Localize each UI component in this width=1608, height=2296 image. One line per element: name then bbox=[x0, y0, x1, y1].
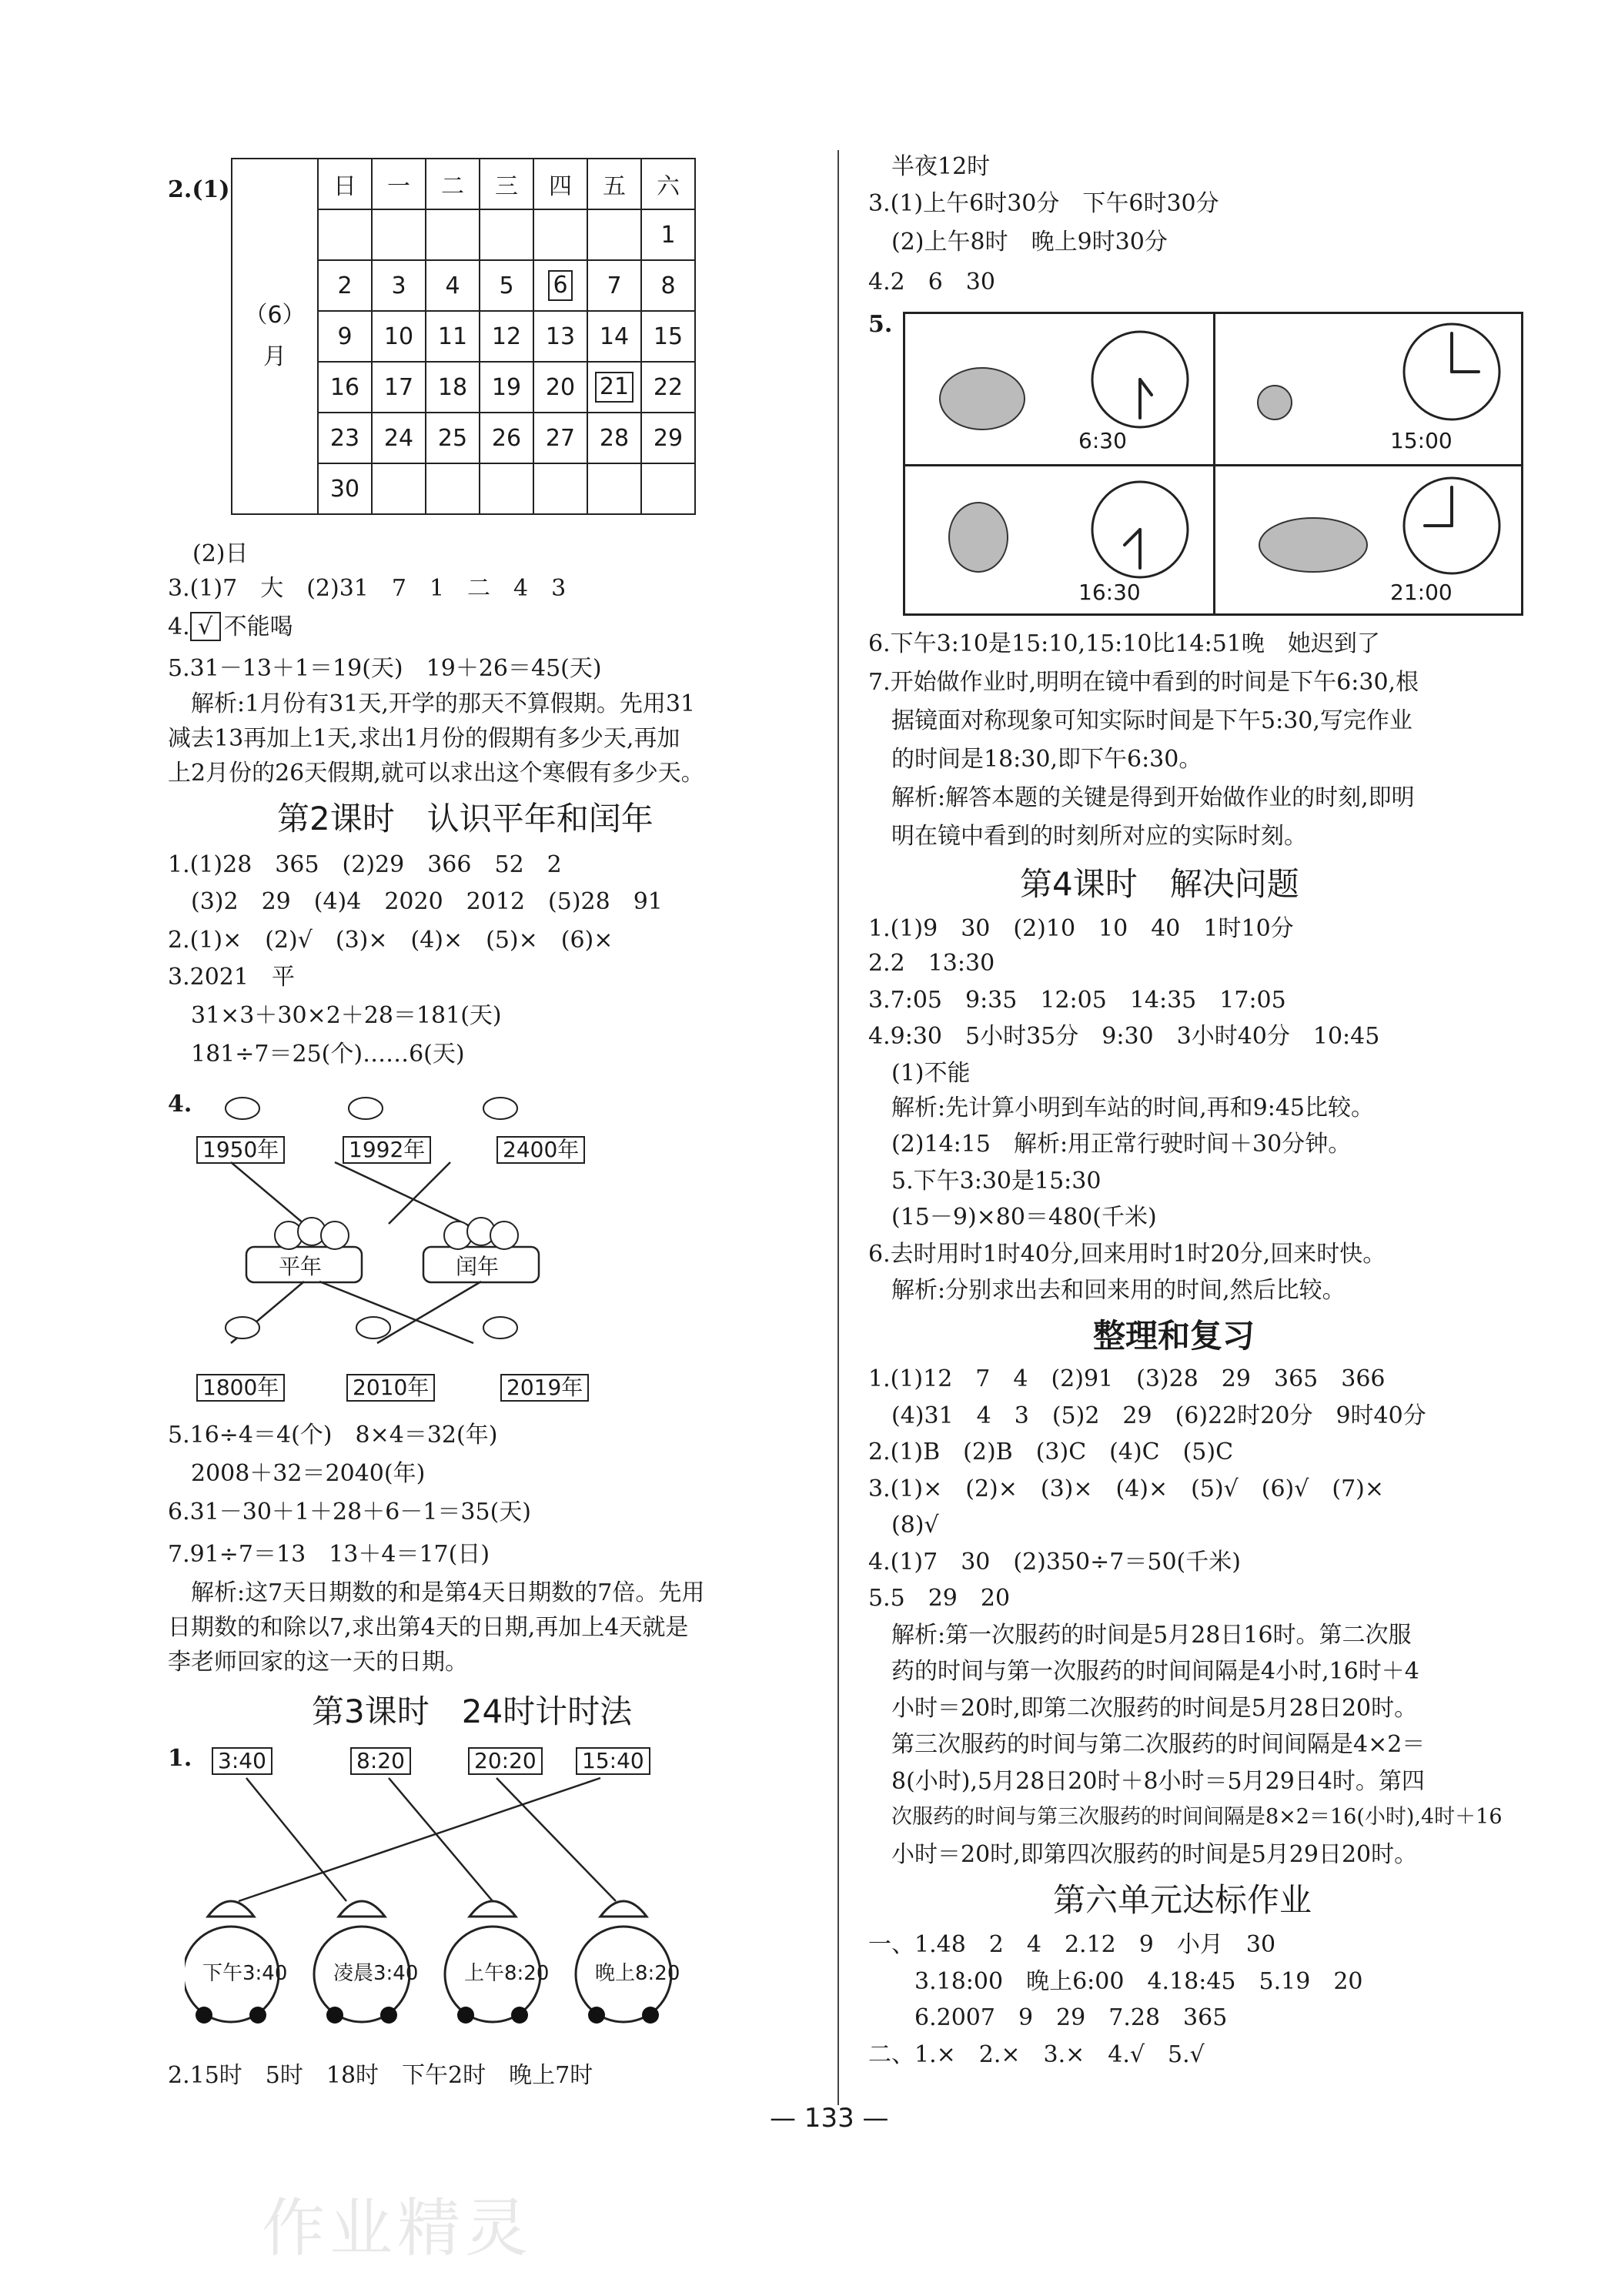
calendar-cell bbox=[533, 209, 587, 260]
answer-line: 1.(1)9 30 (2)10 10 40 1时10分 bbox=[868, 915, 1294, 942]
calendar-cell bbox=[587, 463, 641, 514]
clock-faces bbox=[905, 314, 1521, 614]
answer-line: 31×3＋30×2＋28＝181(天) bbox=[191, 1002, 502, 1029]
calendar-weekday: 四 bbox=[533, 159, 587, 209]
answer-line: 6.31－30＋1＋28＋6－1＝35(天) bbox=[168, 1499, 531, 1526]
calendar-cell: 12 bbox=[480, 311, 533, 362]
calendar-cell bbox=[480, 209, 533, 260]
time-box: 15:40 bbox=[576, 1747, 650, 1775]
watermark: 作业精灵 bbox=[262, 2192, 533, 2265]
calendar-cell: 10 bbox=[372, 311, 426, 362]
calendar-cell: 24 bbox=[372, 413, 426, 463]
calendar-cell bbox=[480, 463, 533, 514]
calendar-cell: 13 bbox=[533, 311, 587, 362]
year-box: 1992年 bbox=[343, 1136, 431, 1164]
calendar-cell: 18 bbox=[426, 362, 480, 413]
time-box: 8:20 bbox=[350, 1747, 411, 1775]
analysis-line: 第三次服药的时间与第二次服药的时间间隔是4×2＝ bbox=[891, 1731, 1426, 1758]
calendar-boxed-date: 6 bbox=[548, 270, 572, 301]
answer-line: 3.(1)上午6时30分 下午6时30分 bbox=[868, 190, 1219, 217]
calendar-boxed-date: 21 bbox=[595, 372, 634, 403]
answer-line: 2.(1)B (2)B (3)C (4)C (5)C bbox=[868, 1439, 1234, 1465]
analysis-line: 解析:分别求出去和回来用的时间,然后比较。 bbox=[891, 1277, 1346, 1304]
time-matching-lines bbox=[185, 1770, 724, 2024]
analysis-line: 8(小时),5月28日20时＋8小时＝5月29日4时。第四 bbox=[891, 1768, 1425, 1795]
year-box: 1950年 bbox=[196, 1136, 285, 1164]
answer-line: 一、1.48 2 4 2.12 9 小月 30 bbox=[868, 1931, 1276, 1958]
clock-label: 下午3:40 bbox=[202, 1962, 288, 1985]
calendar-weekday: 三 bbox=[480, 159, 533, 209]
calendar-weekday: 日 bbox=[318, 159, 372, 209]
calendar-cell: 2 bbox=[318, 260, 372, 311]
calendar-table bbox=[231, 158, 696, 515]
answer-line: 3.(1)× (2)× (3)× (4)× (5)√ (6)√ (7)× bbox=[868, 1476, 1385, 1502]
calendar-cell bbox=[372, 209, 426, 260]
calendar-cell bbox=[641, 463, 695, 514]
answer-line: (2)日 bbox=[192, 540, 249, 567]
answer-line: 2.(1)× (2)√ (3)× (4)× (5)× (6)× bbox=[168, 927, 613, 954]
calendar-cell: 9 bbox=[318, 311, 372, 362]
answer-line: 7.开始做作业时,明明在镜中看到的时间是下午6:30,根 bbox=[868, 669, 1419, 696]
answer-line: 6.下午3:10是15:10,15:10比14:51晚 她迟到了 bbox=[868, 630, 1380, 657]
answer-line: 5.31－13＋1＝19(天) 19＋26＝45(天) bbox=[168, 655, 602, 682]
year-box: 1800年 bbox=[196, 1374, 285, 1402]
calendar-cell: 15 bbox=[641, 311, 695, 362]
clock-time: 16:30 bbox=[1078, 580, 1141, 605]
analysis-line: 药的时间与第一次服药的时间间隔是4小时,16时＋4 bbox=[891, 1658, 1419, 1685]
calendar-cell: 23 bbox=[318, 413, 372, 463]
answer-line: 的时间是18:30,即下午6:30。 bbox=[891, 746, 1202, 773]
answer-line: 7.91÷7＝13 13＋4＝17(日) bbox=[168, 1541, 490, 1568]
calendar-cell bbox=[587, 209, 641, 260]
clock-picture-grid bbox=[903, 312, 1523, 616]
answer-line: (2)上午8时 晚上9时30分 bbox=[891, 229, 1168, 256]
question-number: 5. bbox=[868, 311, 893, 338]
answer-line: (15－9)×80＝480(千米) bbox=[891, 1204, 1157, 1231]
time-box: 3:40 bbox=[212, 1747, 272, 1775]
calendar-cell: 17 bbox=[372, 362, 426, 413]
analysis-line: 解析:解答本题的关键是得到开始做作业的时刻,即明 bbox=[891, 784, 1415, 811]
calendar-weekday: 五 bbox=[587, 159, 641, 209]
calendar-cell: 3 bbox=[372, 260, 426, 311]
answer-line: 2008＋32＝2040(年) bbox=[191, 1460, 426, 1487]
section-title: 第3课时 24时计时法 bbox=[312, 1693, 633, 1730]
analysis-line: 减去13再加上1天,求出1月份的假期有多少天,再加 bbox=[168, 725, 680, 752]
calendar-cell: 22 bbox=[641, 362, 695, 413]
calendar-cell: 25 bbox=[426, 413, 480, 463]
analysis-line: 明在镜中看到的时刻所对应的实际时刻。 bbox=[891, 823, 1307, 850]
answer-line: (4)31 4 3 (5)2 29 (6)22时20分 9时40分 bbox=[891, 1402, 1426, 1429]
analysis-line: 解析:先计算小明到车站的时间,再和9:45比较。 bbox=[891, 1095, 1375, 1121]
calendar-weekday: 一 bbox=[372, 159, 426, 209]
answer-line: 据镜面对称现象可知实际时间是下午5:30,写完作业 bbox=[891, 707, 1412, 734]
calendar-cell bbox=[587, 362, 641, 413]
question-number: 1. bbox=[168, 1745, 192, 1772]
year-box: 2400年 bbox=[496, 1136, 585, 1164]
calendar-cell bbox=[426, 463, 480, 514]
calendar-cell: 30 bbox=[318, 463, 372, 514]
clock-time: 21:00 bbox=[1390, 580, 1453, 605]
analysis-line: 解析:第一次服药的时间是5月28日16时。第二次服 bbox=[891, 1622, 1412, 1649]
column-divider bbox=[837, 150, 839, 2105]
category-leap-year: 闰年 bbox=[456, 1254, 500, 1279]
answer-line: 181÷7＝25(个)……6(天) bbox=[191, 1041, 465, 1068]
calendar-cell: 19 bbox=[480, 362, 533, 413]
calendar-cell: 7 bbox=[587, 260, 641, 311]
year-box: 2019年 bbox=[500, 1374, 589, 1402]
analysis-line: 李老师回家的这一天的日期。 bbox=[168, 1649, 468, 1676]
calendar-cell: 8 bbox=[641, 260, 695, 311]
calendar-cell: 14 bbox=[587, 311, 641, 362]
answer-line: 5.5 29 20 bbox=[868, 1585, 1011, 1612]
clock-label: 上午8:20 bbox=[464, 1962, 550, 1985]
answer-line: (2)14:15 解析:用正常行驶时间＋30分钟。 bbox=[891, 1131, 1352, 1158]
answer-line: 2.2 13:30 bbox=[868, 950, 995, 977]
answer-line: 3.(1)7 大 (2)31 7 1 二 4 3 bbox=[168, 575, 567, 602]
clock-label: 凌晨3:40 bbox=[333, 1962, 419, 1985]
answer-line: 3.7:05 9:35 12:05 14:35 17:05 bbox=[868, 987, 1286, 1014]
answer-line: 5.下午3:30是15:30 bbox=[891, 1168, 1102, 1195]
answer-line: 3.18:00 晚上6:00 4.18:45 5.19 20 bbox=[914, 1968, 1363, 1995]
calendar-weekday: 二 bbox=[426, 159, 480, 209]
clock-label: 晚上8:20 bbox=[595, 1962, 680, 1985]
clock-time: 6:30 bbox=[1078, 428, 1127, 453]
calendar-cell bbox=[372, 463, 426, 514]
page-number: — 133 — bbox=[770, 2103, 889, 2134]
answer-line: 2.15时 5时 18时 下午2时 晚上7时 bbox=[168, 2062, 593, 2089]
calendar-cell: 16 bbox=[318, 362, 372, 413]
answer-line: 6.2007 9 29 7.28 365 bbox=[914, 2004, 1228, 2031]
answer-line: 二、1.× 2.× 3.× 4.√ 5.√ bbox=[868, 2041, 1205, 2068]
category-common-year: 平年 bbox=[279, 1254, 323, 1279]
answer-line: 1.(1)28 365 (2)29 366 52 2 bbox=[168, 851, 562, 878]
answer-line: 4.(1)7 30 (2)350÷7＝50(千米) bbox=[868, 1549, 1241, 1576]
check-box: √ bbox=[190, 612, 221, 641]
analysis-line: 次服药的时间与第三次服药的时间间隔是8×2＝16(小时),4时＋16 bbox=[891, 1805, 1503, 1829]
calendar-cell: 11 bbox=[426, 311, 480, 362]
calendar-cell bbox=[426, 209, 480, 260]
analysis-line: 日期数的和除以7,求出第4天的日期,再加上4天就是 bbox=[168, 1614, 689, 1641]
calendar-cell: 26 bbox=[480, 413, 533, 463]
answer-line: (1)不能 bbox=[891, 1060, 971, 1087]
clock-time: 15:00 bbox=[1390, 428, 1453, 453]
analysis-line: 解析:这7天日期数的和是第4天日期数的7倍。先用 bbox=[191, 1579, 705, 1606]
calendar-month-label: （6） 月 bbox=[232, 159, 318, 514]
calendar-question-label: 2.(1) bbox=[168, 176, 230, 203]
answer-line: 5.16÷4＝4(个) 8×4＝32(年) bbox=[168, 1422, 498, 1449]
answer-line: 4. √ 不能喝 bbox=[168, 613, 293, 640]
section-title: 第2课时 认识平年和闰年 bbox=[277, 800, 654, 837]
section-title: 第4课时 解决问题 bbox=[1020, 865, 1299, 903]
calendar-cell: 28 bbox=[587, 413, 641, 463]
calendar-cell: 4 bbox=[426, 260, 480, 311]
answer-line: (3)2 29 (4)4 2020 2012 (5)28 91 bbox=[191, 888, 663, 915]
answer-line: (8)√ bbox=[891, 1512, 939, 1539]
analysis-line: 解析:1月份有31天,开学的那天不算假期。先用31 bbox=[191, 690, 696, 717]
answer-line: 3.2021 平 bbox=[168, 964, 295, 991]
calendar-cell: 1 bbox=[641, 209, 695, 260]
calendar-cell bbox=[533, 463, 587, 514]
calendar-cell: 27 bbox=[533, 413, 587, 463]
answer-line: 4.2 6 30 bbox=[868, 269, 995, 296]
calendar-cell: 5 bbox=[480, 260, 533, 311]
analysis-line: 小时＝20时,即第四次服药的时间是5月29日20时。 bbox=[891, 1841, 1418, 1868]
answer-line: 4.9:30 5小时35分 9:30 3小时40分 10:45 bbox=[868, 1023, 1380, 1050]
answer-line: 6.去时用时1时40分,回来用时1时20分,回来时快。 bbox=[868, 1241, 1386, 1268]
leap-year-diagram bbox=[185, 1078, 616, 1424]
calendar-cell bbox=[318, 209, 372, 260]
analysis-line: 小时＝20时,即第二次服药的时间是5月28日20时。 bbox=[891, 1695, 1418, 1722]
calendar-cell: 20 bbox=[533, 362, 587, 413]
question-number: 4. bbox=[168, 1091, 192, 1118]
section-title: 第六单元达标作业 bbox=[1053, 1881, 1312, 1919]
calendar-weekday: 六 bbox=[641, 159, 695, 209]
year-box: 2010年 bbox=[346, 1374, 435, 1402]
answer-line: 1.(1)12 7 4 (2)91 (3)28 29 365 366 bbox=[868, 1365, 1386, 1392]
section-title: 整理和复习 bbox=[1093, 1317, 1255, 1355]
calendar-cell: 29 bbox=[641, 413, 695, 463]
calendar-cell bbox=[533, 260, 587, 311]
time-box: 20:20 bbox=[468, 1747, 543, 1775]
answer-line: 半夜12时 bbox=[891, 153, 991, 180]
analysis-line: 上2月份的26天假期,就可以求出这个寒假有多少天。 bbox=[168, 760, 704, 787]
